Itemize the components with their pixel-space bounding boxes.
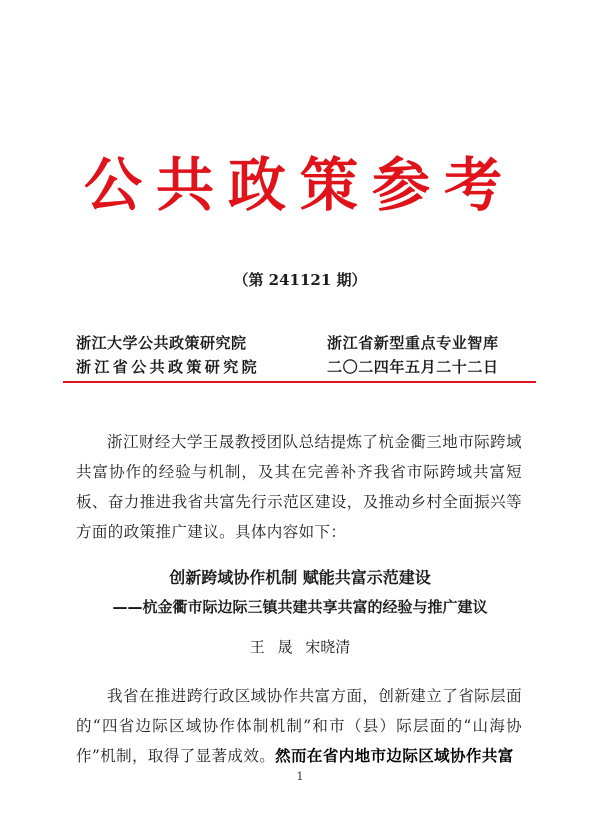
body-emphasis: 然而在省内地市边际区域协作共富 [275,746,514,765]
header-divider [63,381,536,383]
article-authors: 王 晟 宋晓清 [249,638,351,656]
publication-date: 二〇二四年五月二十二日 [327,358,499,376]
article-title: 创新跨域协作机制 赋能共富示范建设 [169,568,431,587]
article-subtitle: ——杭金衢市际边际三镇共建共享共富的经验与推广建议 [112,598,488,616]
masthead-title: 公共政策参考 [83,151,516,219]
org-left-line-2: 浙江省公共政策研究院 [76,358,261,376]
body-text: 我省在推进跨行政区域协作共富方面，创新建立了省际层面的“四省边际区域协作体制机制”和市（县）际层面的“山海协作”机制，取得了显著成效。 [76,687,522,765]
intro-paragraph: 浙江财经大学王晟教授团队总结提炼了杭金衢三地市际跨域共富协作的经验与机制，及其在完善补齐我省市际跨域共富短板、奋力推进我省共富先行示范区建设，及推动乡村全面振兴等方面的政策推广建议。具体内容如下： [76,433,522,541]
org-left-line-1: 浙江大学公共政策研究院 [76,334,247,352]
body-paragraph [76,681,522,771]
issue-number: （第 241121 期） [233,271,367,289]
org-right-line-1: 浙江省新型重点专业智库 [327,334,499,352]
page-number: 1 [296,770,304,783]
